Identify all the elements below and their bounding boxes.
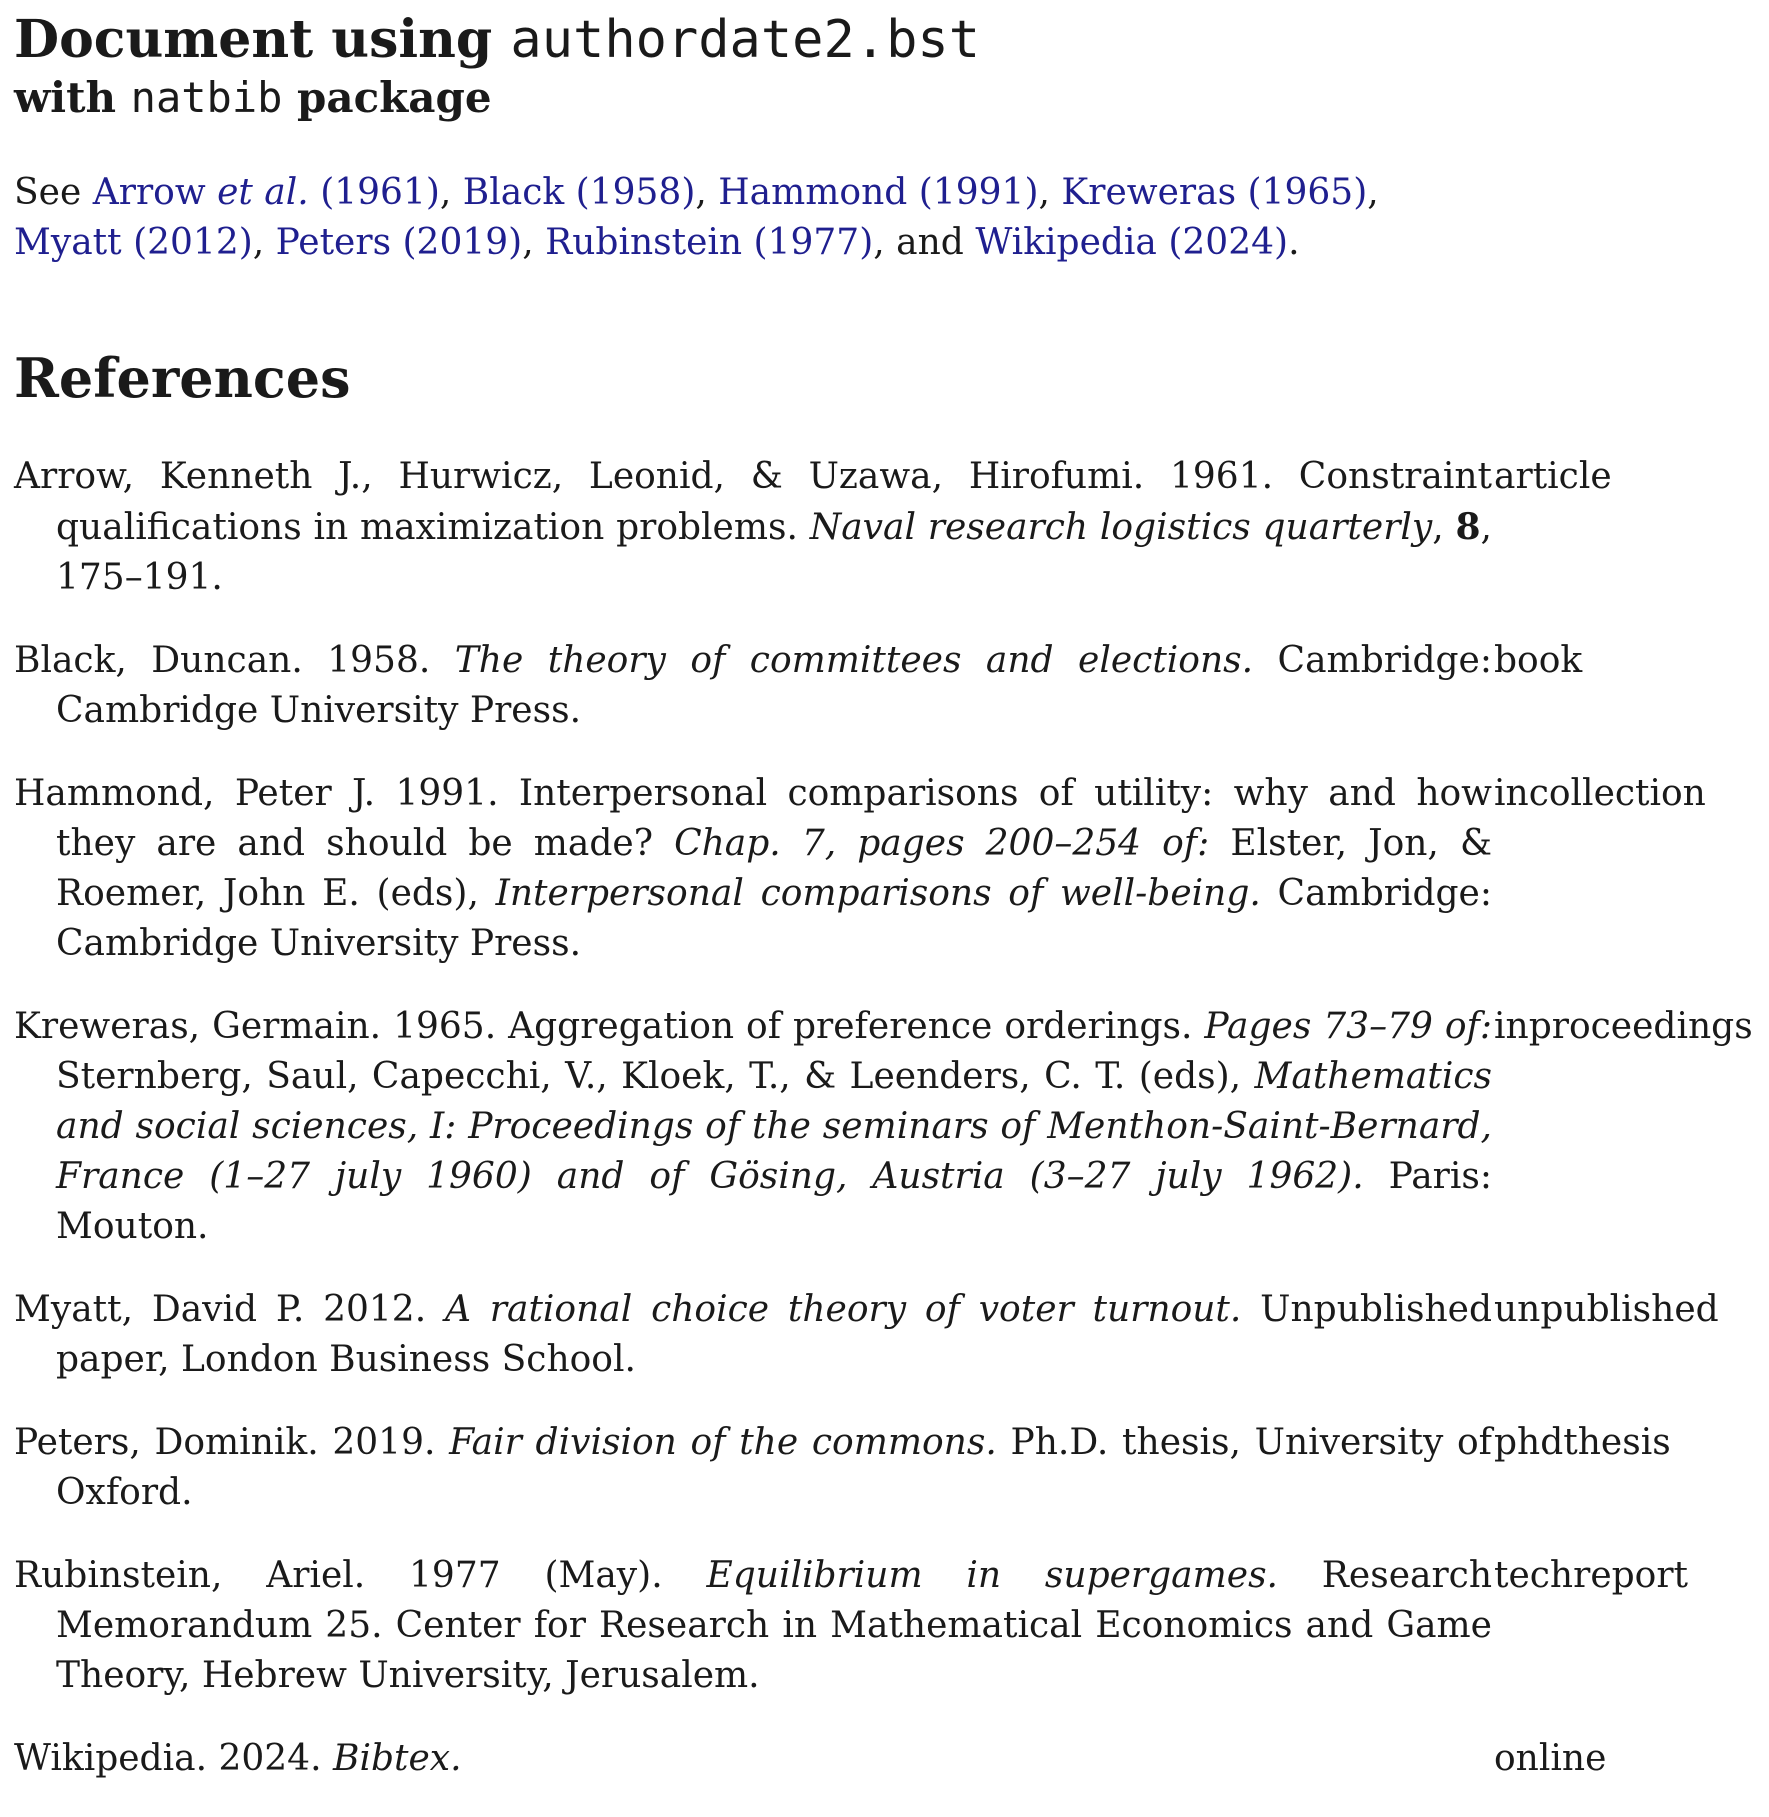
reference-type: phdthesis <box>1494 1422 1671 1463</box>
reference-type: techreport <box>1494 1555 1689 1596</box>
document-title <box>14 8 1754 72</box>
citation-black[interactable]: Black <box>462 172 565 213</box>
intro-paragraph: See Arrow et al. (1961), Black (1958), Hammond (1991), Kreweras (1965), Myatt (2012), Peters (2019), Rubinstein (1977), and Wikipedia (2024). <box>14 172 1379 263</box>
document-page <box>14 8 1754 1779</box>
citation-rubinstein[interactable]: Rubinstein <box>545 222 743 263</box>
citation-hammond[interactable]: Hammond <box>718 172 908 213</box>
citation-myatt-year[interactable]: (2012) <box>133 222 253 263</box>
citation-wikipedia-year[interactable]: (2024) <box>1168 222 1289 263</box>
references-list <box>14 452 1754 1817</box>
citation-peters-year[interactable]: (2019) <box>402 222 523 263</box>
citation-peters[interactable]: Peters <box>275 222 392 263</box>
reference-entry-kreweras: Kreweras, Germain. 1965. Aggregation of preference orderings. Pages 73–79 of: Sternberg, Saul, Capecchi, V., Kloek, T., & Leenders, C. T. (eds), Mathematics and social sciences, I: Proceedings of the seminars of Menthon-Saint-Bernard, France (1–27 july 1960) and of Gösing, Austria (3–27 july 1962). Paris: Mouton. inproceedings <box>14 1002 1492 1252</box>
citation-arrow[interactable]: Arrow et al. <box>92 172 309 213</box>
reference-entry-arrow: Arrow, Kenneth J., Hurwicz, Leonid, & Uzawa, Hirofumi. 1961. Constraint qualifications in maximization problems. Naval research logistics quarterly, 8, 175–191. article <box>14 452 1492 603</box>
citation-myatt[interactable]: Myatt <box>14 222 122 263</box>
intro-and: and <box>896 222 964 263</box>
reference-entry-myatt: Myatt, David P. 2012. A rational choice theory of voter turnout. Unpublished paper, London Business School. unpublished <box>14 1285 1492 1385</box>
reference-type: unpublished <box>1494 1289 1719 1330</box>
reference-type: inproceedings <box>1494 1006 1753 1047</box>
citation-rubinstein-year[interactable]: (1977) <box>753 222 874 263</box>
reference-entry-rubinstein: Rubinstein, Ariel. 1977 (May). Equilibrium in supergames. Research Memorandum 25. Center for Research in Mathematical Economics and Game Theory, Hebrew University, Jerusalem. techreport <box>14 1551 1492 1701</box>
reference-type: book <box>1494 640 1583 681</box>
reference-type: online <box>1494 1738 1607 1779</box>
reference-type: incollection <box>1494 773 1706 814</box>
citation-black-year[interactable]: (1958) <box>575 172 696 213</box>
reference-entry-black: Black, Duncan. 1958. The theory of committees and elections. Cambridge: Cambridge University Press. book <box>14 636 1492 736</box>
reference-entry-wikipedia: Wikipedia. 2024. Bibtex. online <box>14 1734 1492 1784</box>
reference-entry-peters: Peters, Dominik. 2019. Fair division of the commons. Ph.D. thesis, University of Oxford. phdthesis <box>14 1418 1492 1518</box>
title-text: Document using <box>14 9 493 70</box>
citation-kreweras[interactable]: Kreweras <box>1061 172 1237 213</box>
subtitle-pre: with <box>14 73 117 122</box>
title-filename: authordate2.bst <box>510 10 981 70</box>
reference-type: article <box>1494 456 1612 497</box>
subtitle-post: package <box>297 73 492 122</box>
intro-see: See <box>14 172 82 213</box>
subtitle-package: natbib <box>130 73 283 122</box>
citation-hammond-year[interactable]: (1991) <box>918 172 1039 213</box>
references-heading: References <box>14 346 351 410</box>
reference-entry-hammond: Hammond, Peter J. 1991. Interpersonal comparisons of utility: why and how they are and should be made? Chap. 7, pages 200–254 of: Elster, Jon, & Roemer, John E. (eds), Interpersonal comparisons of well-being. Cambridge: Cambridge University Press. incollection <box>14 769 1492 969</box>
citation-wikipedia[interactable]: Wikipedia <box>975 222 1157 263</box>
document-subtitle <box>14 72 1754 124</box>
citation-arrow-year[interactable]: (1961) <box>320 172 440 213</box>
citation-kreweras-year[interactable]: (1965) <box>1247 172 1368 213</box>
